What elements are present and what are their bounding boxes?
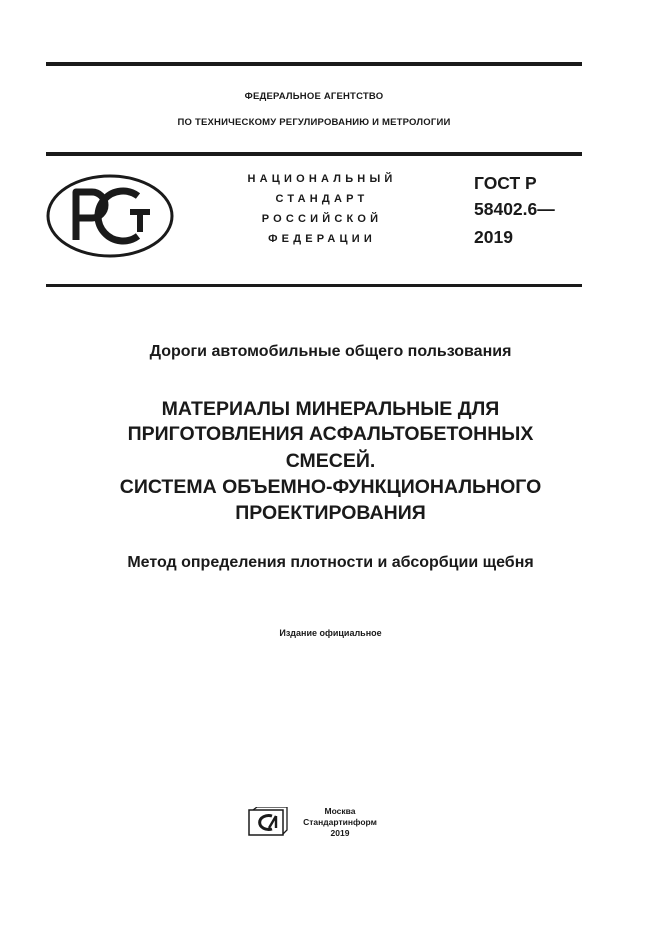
- standard-block-rule: [46, 284, 582, 287]
- top-rule: [46, 62, 582, 66]
- header-rule: [46, 152, 582, 156]
- national-standard-line-2: СТАНДАРТ: [275, 193, 369, 205]
- rst-certification-emblem-icon: [46, 174, 174, 258]
- standard-code-line-2: 58402.6—: [474, 199, 555, 219]
- standartinform-logo-icon: [248, 807, 288, 837]
- document-title-line: СМЕСЕЙ.: [285, 450, 376, 472]
- method-title: Метод определения плотности и абсорбции щебня: [127, 554, 534, 571]
- national-standard-line-3: РОССИЙСКОЙ: [261, 213, 383, 225]
- standard-code-line-3: 2019: [474, 227, 513, 247]
- document-title-line: ПРИГОТОВЛЕНИЯ АСФАЛЬТОБЕТОННЫХ: [127, 423, 534, 445]
- publisher-city: Москва: [324, 806, 356, 816]
- agency-name-line-2: ПО ТЕХНИЧЕСКОМУ РЕГУЛИРОВАНИЮ И МЕТРОЛОГИИ: [177, 117, 451, 128]
- document-title-line: ПРОЕКТИРОВАНИЯ: [235, 502, 426, 524]
- document-title-line: СИСТЕМА ОБЪЕМНО-ФУНКЦИОНАЛЬНОГО: [119, 476, 542, 498]
- national-standard-line-4: ФЕДЕРАЦИИ: [268, 233, 376, 245]
- document-title-line: МАТЕРИАЛЫ МИНЕРАЛЬНЫЕ ДЛЯ: [161, 398, 500, 420]
- national-standard-line-1: НАЦИОНАЛЬНЫЙ: [247, 173, 397, 185]
- standard-code-line-1: ГОСТ Р: [474, 173, 537, 193]
- publisher-year: 2019: [330, 828, 350, 838]
- publisher-name: Стандартинформ: [303, 817, 377, 827]
- agency-name-line-1: ФЕДЕРАЛЬНОЕ АГЕНТСТВО: [244, 91, 384, 102]
- edition-note: Издание официальное: [279, 628, 382, 638]
- document-subtitle: Дороги автомобильные общего пользования: [149, 343, 512, 360]
